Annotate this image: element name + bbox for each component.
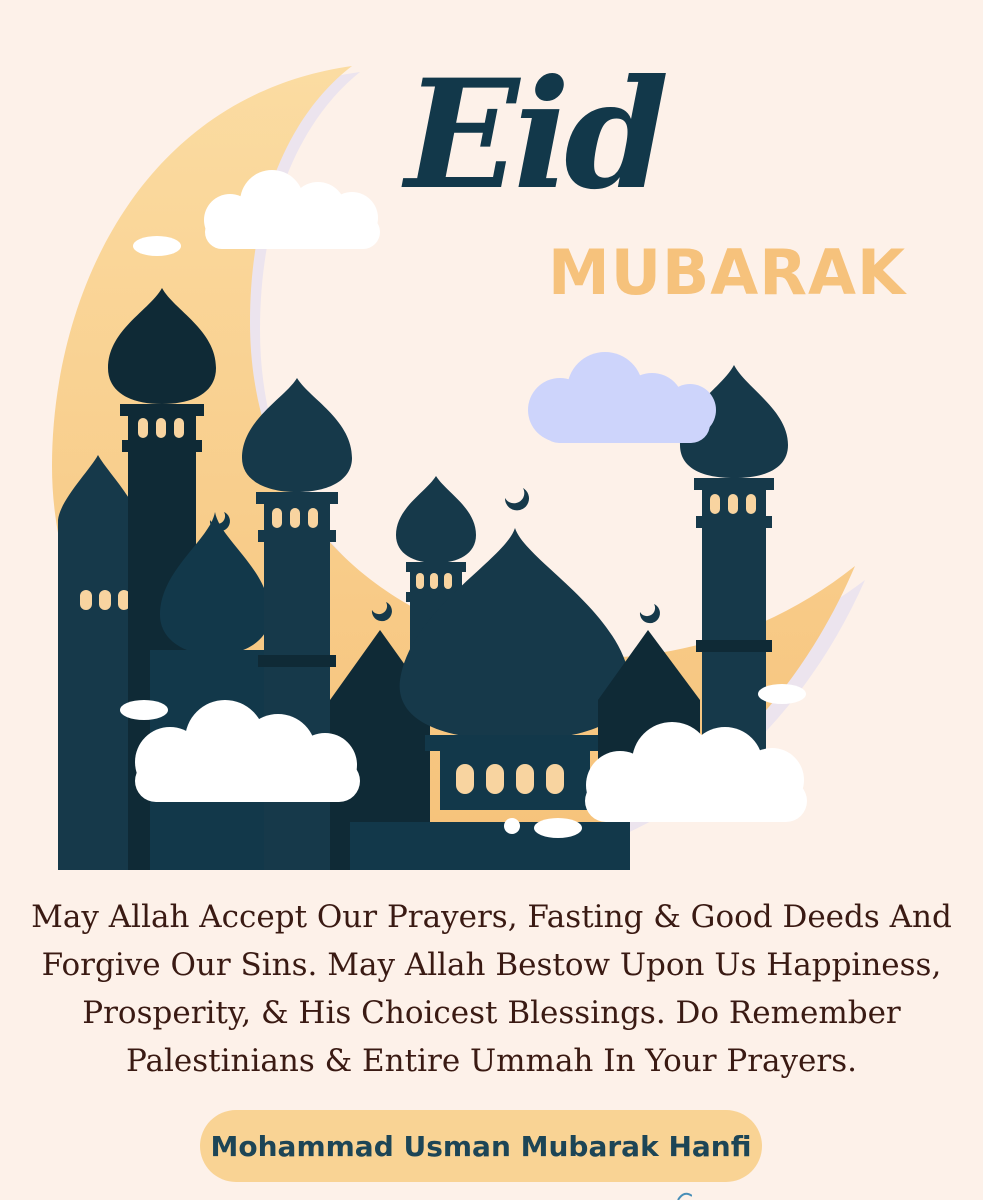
title-mubarak: MUBARAK xyxy=(548,236,907,309)
author-name: Mohammad Usman Mubarak Hanfi xyxy=(210,1129,752,1163)
title-eid: Eid xyxy=(405,47,664,223)
tiny-cloud-1 xyxy=(534,818,582,838)
message-line-4: Palestinians & Entire Ummah In Your Prayers. xyxy=(126,1043,857,1079)
corner-swoosh-icon xyxy=(676,1188,692,1200)
author-name-pill xyxy=(200,1110,762,1182)
tiny-cloud-2 xyxy=(504,818,520,834)
small-cloud-bl xyxy=(120,700,168,720)
message-line-1: May Allah Accept Our Prayers, Fasting & Good Deeds And xyxy=(31,899,952,935)
lavender-cloud xyxy=(528,352,716,443)
small-cloud-left xyxy=(133,236,181,256)
message-line-3: Prosperity, & His Choicest Blessings. Do Remember xyxy=(82,995,901,1031)
greeting-message xyxy=(0,893,983,1093)
message-line-2: Forgive Our Sins. May Allah Bestow Upon Us Happiness, xyxy=(41,947,942,983)
left-back-windows xyxy=(80,590,130,610)
left-back-building xyxy=(58,570,138,870)
small-cloud-br xyxy=(758,684,806,704)
